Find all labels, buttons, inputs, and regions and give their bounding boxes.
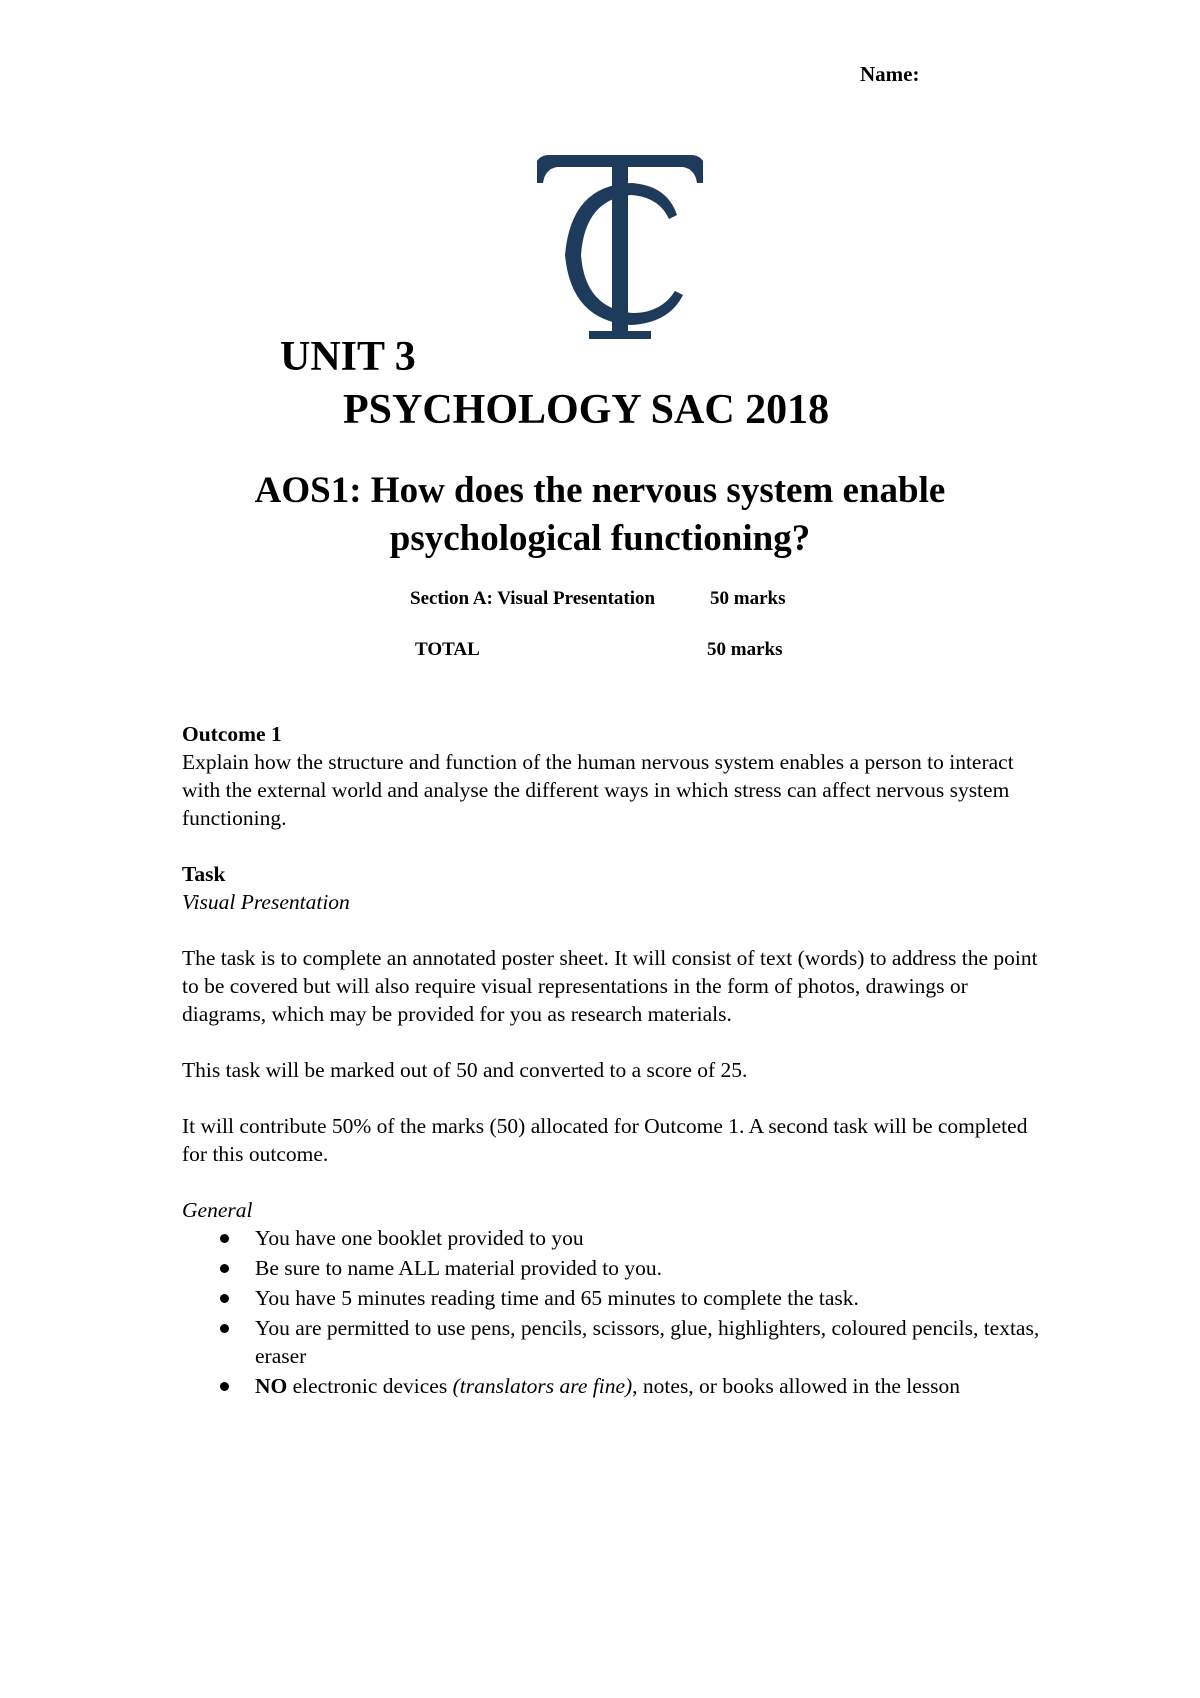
task-type: Visual Presentation: [182, 890, 350, 914]
bullet-icon: [220, 1382, 229, 1391]
tc-monogram: [537, 155, 703, 339]
bullet-icon: [220, 1264, 229, 1273]
school-logo: [535, 155, 705, 345]
section-a-marks: 50 marks: [710, 588, 786, 609]
total-marks: 50 marks: [707, 639, 783, 660]
document-body: [182, 720, 1042, 1402]
section-a-label: Section A: Visual Presentation: [410, 588, 656, 609]
task-heading: Task: [182, 862, 226, 886]
outcome-text: Explain how the structure and function of the human nervous system enables a person to interact with the external world and analyse the different ways in which stress can affect nervous system functioning.: [182, 750, 1014, 830]
list-item-text: Be sure to name ALL material provided to you.: [255, 1256, 662, 1280]
name-label: Name:: [860, 62, 920, 86]
bullet-icon: [220, 1234, 229, 1243]
list-item: [182, 1224, 1042, 1252]
list-item-text: You have 5 minutes reading time and 65 minutes to complete the task.: [255, 1286, 859, 1310]
subject-heading: PSYCHOLOGY SAC 2018: [343, 387, 830, 433]
aos-title-line1: AOS1: How does the nervous system enable: [254, 470, 946, 511]
general-list: [182, 1224, 1042, 1400]
list-item-text: , notes, or books allowed in the lesson: [632, 1374, 961, 1398]
task-marking: This task will be marked out of 50 and converted to a score of 25.: [182, 1058, 748, 1082]
outcome-heading: Outcome 1: [182, 722, 282, 746]
list-item-emphasis: NO: [255, 1374, 288, 1398]
aos-title-line2: psychological functioning?: [389, 518, 811, 559]
bullet-icon: [220, 1324, 229, 1333]
list-item: [182, 1284, 1042, 1312]
list-item-text: You are permitted to use pens, pencils, scissors, glue, highlighters, coloured pencils, textas, eraser: [255, 1316, 1040, 1368]
total-label: TOTAL: [415, 639, 480, 660]
list-item: [182, 1314, 1042, 1370]
list-item: [182, 1254, 1042, 1282]
list-item-text: electronic devices: [287, 1374, 453, 1398]
list-item-note: (translators are fine): [452, 1374, 633, 1398]
task-contribution: It will contribute 50% of the marks (50) allocated for Outcome 1. A second task will be completed for this outcome.: [182, 1114, 1028, 1166]
unit-heading: UNIT 3: [280, 334, 416, 380]
list-item: [182, 1372, 1042, 1400]
task-description: The task is to complete an annotated poster sheet. It will consist of text (words) to address the point to be covered but will also require visual representations in the form of photos, drawings or diagrams, which may be provided for you as research materials.: [182, 946, 1038, 1026]
list-item-text: You have one booklet provided to you: [255, 1226, 584, 1250]
bullet-icon: [220, 1294, 229, 1303]
general-heading: General: [182, 1198, 253, 1222]
aos-title: [150, 467, 1050, 563]
